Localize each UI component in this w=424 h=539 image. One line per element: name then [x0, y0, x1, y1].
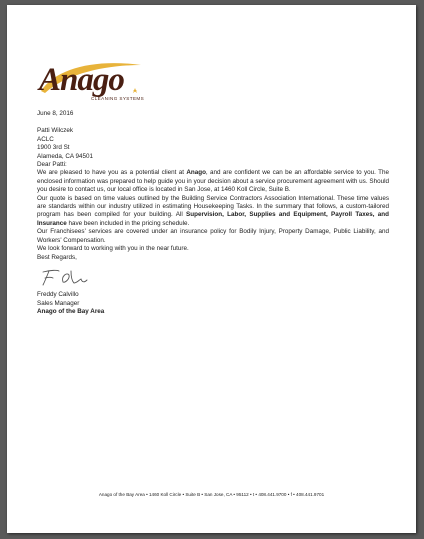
- paragraph-closing-note: We look forward to working with you in the near future.: [37, 245, 189, 253]
- closing: Best Regards,: [37, 253, 77, 261]
- recipient-address: [37, 127, 389, 161]
- letter-body: [37, 110, 389, 317]
- recipient-name: Patti Wilczek: [37, 127, 74, 135]
- paragraph-insurance: Our Franchisees' services are covered under an insurance policy for Bodily Injury, Property Damage, Public Liability, and Workers' Compensation.: [37, 228, 389, 244]
- recipient-company: ACLC: [37, 135, 54, 143]
- paragraph-quote: [37, 195, 389, 229]
- greeting: Dear Patti:: [37, 161, 67, 169]
- paragraph-intro: [37, 169, 389, 194]
- letter-page: [7, 5, 416, 533]
- signer-title: Sales Manager: [37, 299, 80, 307]
- recipient-street: 1900 3rd St: [37, 144, 70, 152]
- letter-date: June 8, 2016: [37, 110, 74, 117]
- p1-text-a: We are pleased to have you as a potential client at: [37, 169, 187, 177]
- anago-logo: [37, 57, 147, 107]
- signer-name: Freddy Calvillo: [37, 291, 79, 299]
- letter-footer: Anago of the Bay Area • 1460 Koll Circle • Suite B • San Jose, CA • 95112 • t • 408.441.9700 • f • 408.441.9701: [98, 492, 325, 497]
- signer-block: [37, 291, 389, 316]
- logo-wordmark: Anago: [39, 62, 124, 98]
- p2-text-b: have been included in the pricing schedule.: [66, 219, 190, 227]
- p2-text-a: Our quote is based on time values outlined by the Building Service Contractors Association International. These time values are standards within our industry utilized in estimating Housekeeping Tasks. In the summary that follows, a custom-tailored program has been compiled for your building. All: [37, 194, 389, 219]
- p1-bold: Anago: [186, 169, 206, 177]
- recipient-city: Alameda, CA 94501: [37, 152, 94, 160]
- handwritten-signature-icon: [37, 266, 97, 288]
- p1-text-b: , and are confident we can be an affordable service to you. The enclosed information was prepared to help guide you in your decision about a service procurement agreement with us. Should you desire to contact us, our local office is located in San Jose, at 1460 Koll Circle, Suite B.: [37, 169, 389, 194]
- signer-company: Anago of the Bay Area: [37, 308, 105, 316]
- p2-bold: Supervision, Labor, Supplies and Equipment, Payroll Taxes, and Insurance: [37, 211, 389, 227]
- logo-tagline: CLEANING SYSTEMS: [91, 96, 145, 101]
